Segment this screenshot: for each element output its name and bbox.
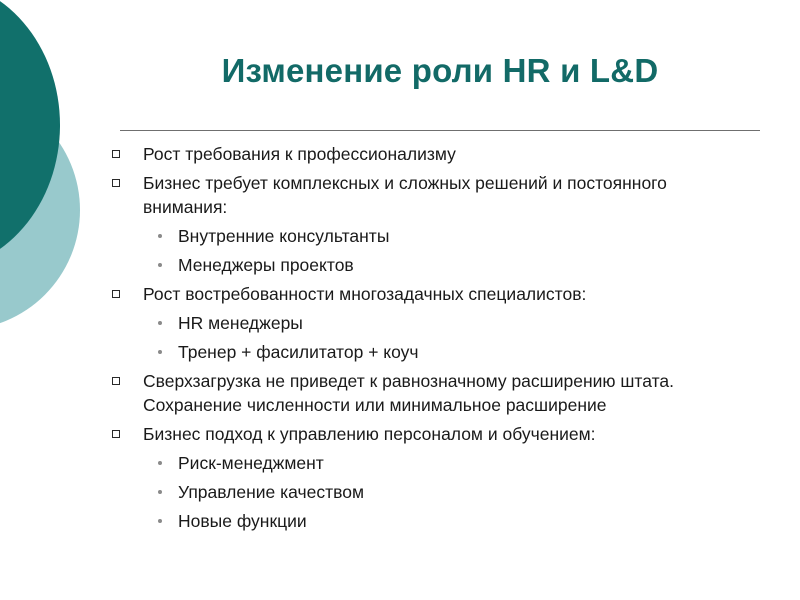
sub-bullet-text: Новые функции bbox=[178, 511, 307, 531]
sub-bullet-item bbox=[112, 224, 752, 248]
sub-bullet-item bbox=[112, 253, 752, 277]
bullet-text: Сверхзагрузка не приведет к равнозначному расширению штата. Сохранение численности или минимальное расширение bbox=[143, 371, 674, 415]
square-bullet-icon bbox=[112, 430, 120, 438]
bullet-list bbox=[112, 142, 752, 538]
sub-bullet-item bbox=[112, 509, 752, 533]
square-bullet-icon bbox=[112, 377, 120, 385]
sub-bullet-text: Внутренние консультанты bbox=[178, 226, 390, 246]
sub-bullet-item bbox=[112, 451, 752, 475]
sub-bullet-item bbox=[112, 480, 752, 504]
sub-bullet-text: Тренер + фасилитатор + коуч bbox=[178, 342, 419, 362]
bullet-item bbox=[112, 369, 752, 417]
dot-bullet-icon bbox=[158, 263, 162, 267]
sub-bullet-text: Управление качеством bbox=[178, 482, 365, 502]
bullet-item bbox=[112, 422, 752, 446]
bullet-text: Рост востребованности многозадачных специалистов: bbox=[143, 284, 587, 304]
sub-bullet-item bbox=[112, 311, 752, 335]
dot-bullet-icon bbox=[158, 234, 162, 238]
bullet-text: Рост требования к профессионализму bbox=[143, 144, 456, 164]
dot-bullet-icon bbox=[158, 519, 162, 523]
title-divider bbox=[120, 130, 760, 131]
bullet-text: Бизнес требует комплексных и сложных решений и постоянного внимания: bbox=[143, 173, 667, 217]
sub-bullet-text: HR менеджеры bbox=[178, 313, 303, 333]
dot-bullet-icon bbox=[158, 350, 162, 354]
dot-bullet-icon bbox=[158, 461, 162, 465]
sub-bullet-text: Риск-менеджмент bbox=[178, 453, 324, 473]
square-bullet-icon bbox=[112, 290, 120, 298]
bullet-item bbox=[112, 282, 752, 306]
dot-bullet-icon bbox=[158, 490, 162, 494]
sub-bullet-text: Менеджеры проектов bbox=[178, 255, 354, 275]
bullet-text: Бизнес подход к управлению персоналом и обучением: bbox=[143, 424, 596, 444]
square-bullet-icon bbox=[112, 150, 120, 158]
dot-bullet-icon bbox=[158, 321, 162, 325]
bullet-item bbox=[112, 171, 752, 219]
square-bullet-icon bbox=[112, 179, 120, 187]
bullet-item bbox=[112, 142, 752, 166]
sub-bullet-item bbox=[112, 340, 752, 364]
slide-title: Изменение роли HR и L&D bbox=[221, 52, 659, 89]
